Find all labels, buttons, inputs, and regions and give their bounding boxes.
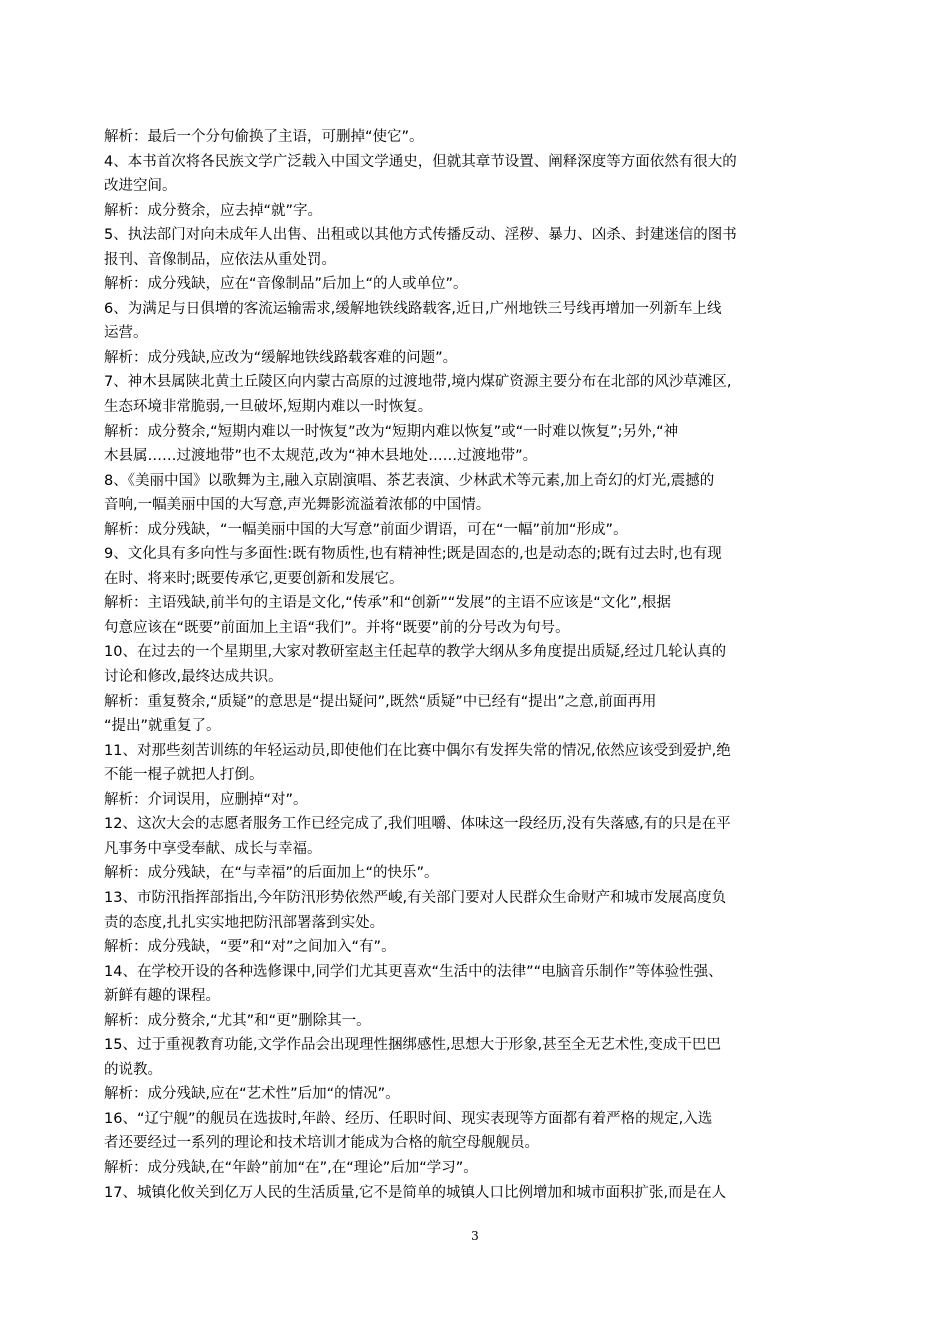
text-line: 解析：成分残缺,应改为“缓解地铁线路载客难的问题”。 — [104, 349, 458, 366]
text-line: 9、文化具有多向性与多面性:既有物质性,也有精神性;既是固态的,也是动态的;既有过去时,也有现 — [104, 546, 722, 563]
text-line: 木县属……过渡地带”也不太规范,改为“神木县地处……过渡地带”。 — [104, 448, 538, 465]
text-line: 5、执法部门对向未成年人出售、出租或以其他方式传播反动、淫秽、暴力、凶杀、封建迷信的图书 — [104, 227, 737, 244]
text-line: 凡事务中享受奉献、成长与幸福。 — [104, 840, 322, 857]
text-line: 解析：成分残缺，“一幅美丽中国的大写意”前面少谓语，可在“一幅”前加“形成”。 — [104, 521, 628, 538]
text-line: 责的态度,扎扎实实地把防汛部署落到实处。 — [104, 914, 385, 931]
text-line: 7、神木县属陕北黄土丘陵区向内蒙古高原的过渡地带,境内煤矿资源主要分布在北部的风沙草滩区, — [104, 374, 732, 391]
text-line: 解析：成分赘余，应去掉“就”字。 — [104, 202, 323, 219]
text-line: 15、过于重视教育功能,文学作品会出现理性捆绑感性,思想大于形象,甚至全无艺术性,变成干巴巴 — [104, 1037, 721, 1054]
text-line: 新鲜有趣的课程。 — [104, 988, 220, 1005]
text-line: 不能一棍子就把人打倒。 — [104, 767, 264, 784]
text-line: 在时、将来时;既要传承它,更要创新和发展它。 — [104, 570, 404, 587]
text-line: 解析：成分赘余,“短期内难以一时恢复”改为“短期内难以恢复”或“一时难以恢复”;另外,“神 — [104, 423, 679, 440]
text-line: 解析：重复赘余,“质疑”的意思是“提出疑问”,既然“质疑”中已经有“提出”之意,前面再用 — [104, 693, 657, 710]
text-line: 的说教。 — [104, 1061, 162, 1078]
text-line: 解析：成分残缺，在“与幸福”的后面加上“的快乐”。 — [104, 865, 439, 882]
text-line: 17、城镇化攸关到亿万人民的生活质量,它不是简单的城镇人口比例增加和城市面积扩张,而是在人 — [104, 1184, 727, 1201]
text-line: 12、这次大会的志愿者服务工作已经完成了,我们咀嚼、体味这一段经历,没有失落感,有的只是在平 — [104, 816, 731, 833]
text-line: 8、《美丽中国》以歌舞为主,融入京剧演唱、茶艺表演、少林武术等元素,加上奇幻的灯光,震撼的 — [104, 472, 715, 489]
text-line: 解析：介词误用，应删掉“对”。 — [104, 791, 308, 808]
document-body — [104, 125, 849, 1205]
text-line: 10、在过去的一个星期里,大家对教研室赵主任起草的教学大纲从多角度提出质疑,经过几轮认真的 — [104, 644, 727, 661]
text-line: 改进空间。 — [104, 178, 177, 195]
text-line: 解析：成分残缺，“要”和“对”之间加入“有”。 — [104, 939, 396, 956]
text-line: 4、本书首次将各民族文学广泛载入中国文学通史，但就其章节设置、阐释深度等方面依然有很大的 — [104, 153, 737, 170]
text-line: 解析：成分残缺,在“年龄”前加“在”,在“理论”后加“学习”。 — [104, 1159, 478, 1176]
text-line: 生态环境非常脆弱,一旦破坏,短期内难以一时恢复。 — [104, 399, 433, 416]
text-line: 解析：最后一个分句偷换了主语，可删掉“使它”。 — [104, 129, 424, 145]
text-line: 讨论和修改,最终达成共识。 — [104, 669, 283, 686]
text-line: 13、市防汛指挥部指出,今年防汛形势依然严峻,有关部门要对人民群众生命财产和城市发展高度负 — [104, 889, 727, 906]
text-line: 句意应该在“既要”前面加上主语“我们”。并将“既要”前的分号改为句号。 — [104, 619, 570, 636]
text-line: 14、在学校开设的各种选修课中,同学们尤其更喜欢“生活中的法律”“电脑音乐制作”等体验性强、 — [104, 963, 723, 980]
text-line: 运营。 — [104, 325, 148, 342]
text-line: 11、对那些刻苦训练的年轻运动员,即使他们在比赛中偶尔有发挥失常的情况,依然应该受到爱护,绝 — [104, 742, 731, 759]
text-line: 报刊、音像制品，应依法从重处罚。 — [104, 251, 336, 268]
text-line: “提出”就重复了。 — [104, 718, 221, 735]
text-line: 解析：成分残缺，应在“音像制品”后加上“的人或单位”。 — [104, 276, 468, 293]
text-line: 6、为满足与日俱增的客流运输需求,缓解地铁线路载客,近日,广州地铁三号线再增加一列新车上线 — [104, 300, 722, 317]
text-line: 解析：主语残缺,前半句的主语是文化,“传承”和“创新”“发展”的主语不应该是“文化”,根据 — [104, 595, 671, 612]
page-number: 3 — [471, 1229, 479, 1243]
text-line: 解析：成分残缺,应在“艺术性”后加“的情况”。 — [104, 1086, 400, 1103]
text-line: 16、“辽宁舰”的舰员在选拔时,年龄、经历、任职时间、现实表现等方面都有着严格的规定,入选 — [104, 1110, 713, 1127]
text-line: 音响,一幅美丽中国的大写意,声光舞影流溢着浓郁的中国情。 — [104, 497, 491, 514]
text-line: 者还要经过一系列的理论和技术培训才能成为合格的航空母舰舰员。 — [104, 1135, 539, 1152]
text-line: 解析：成分赘余,“尤其”和“更”删除其一。 — [104, 1012, 371, 1029]
